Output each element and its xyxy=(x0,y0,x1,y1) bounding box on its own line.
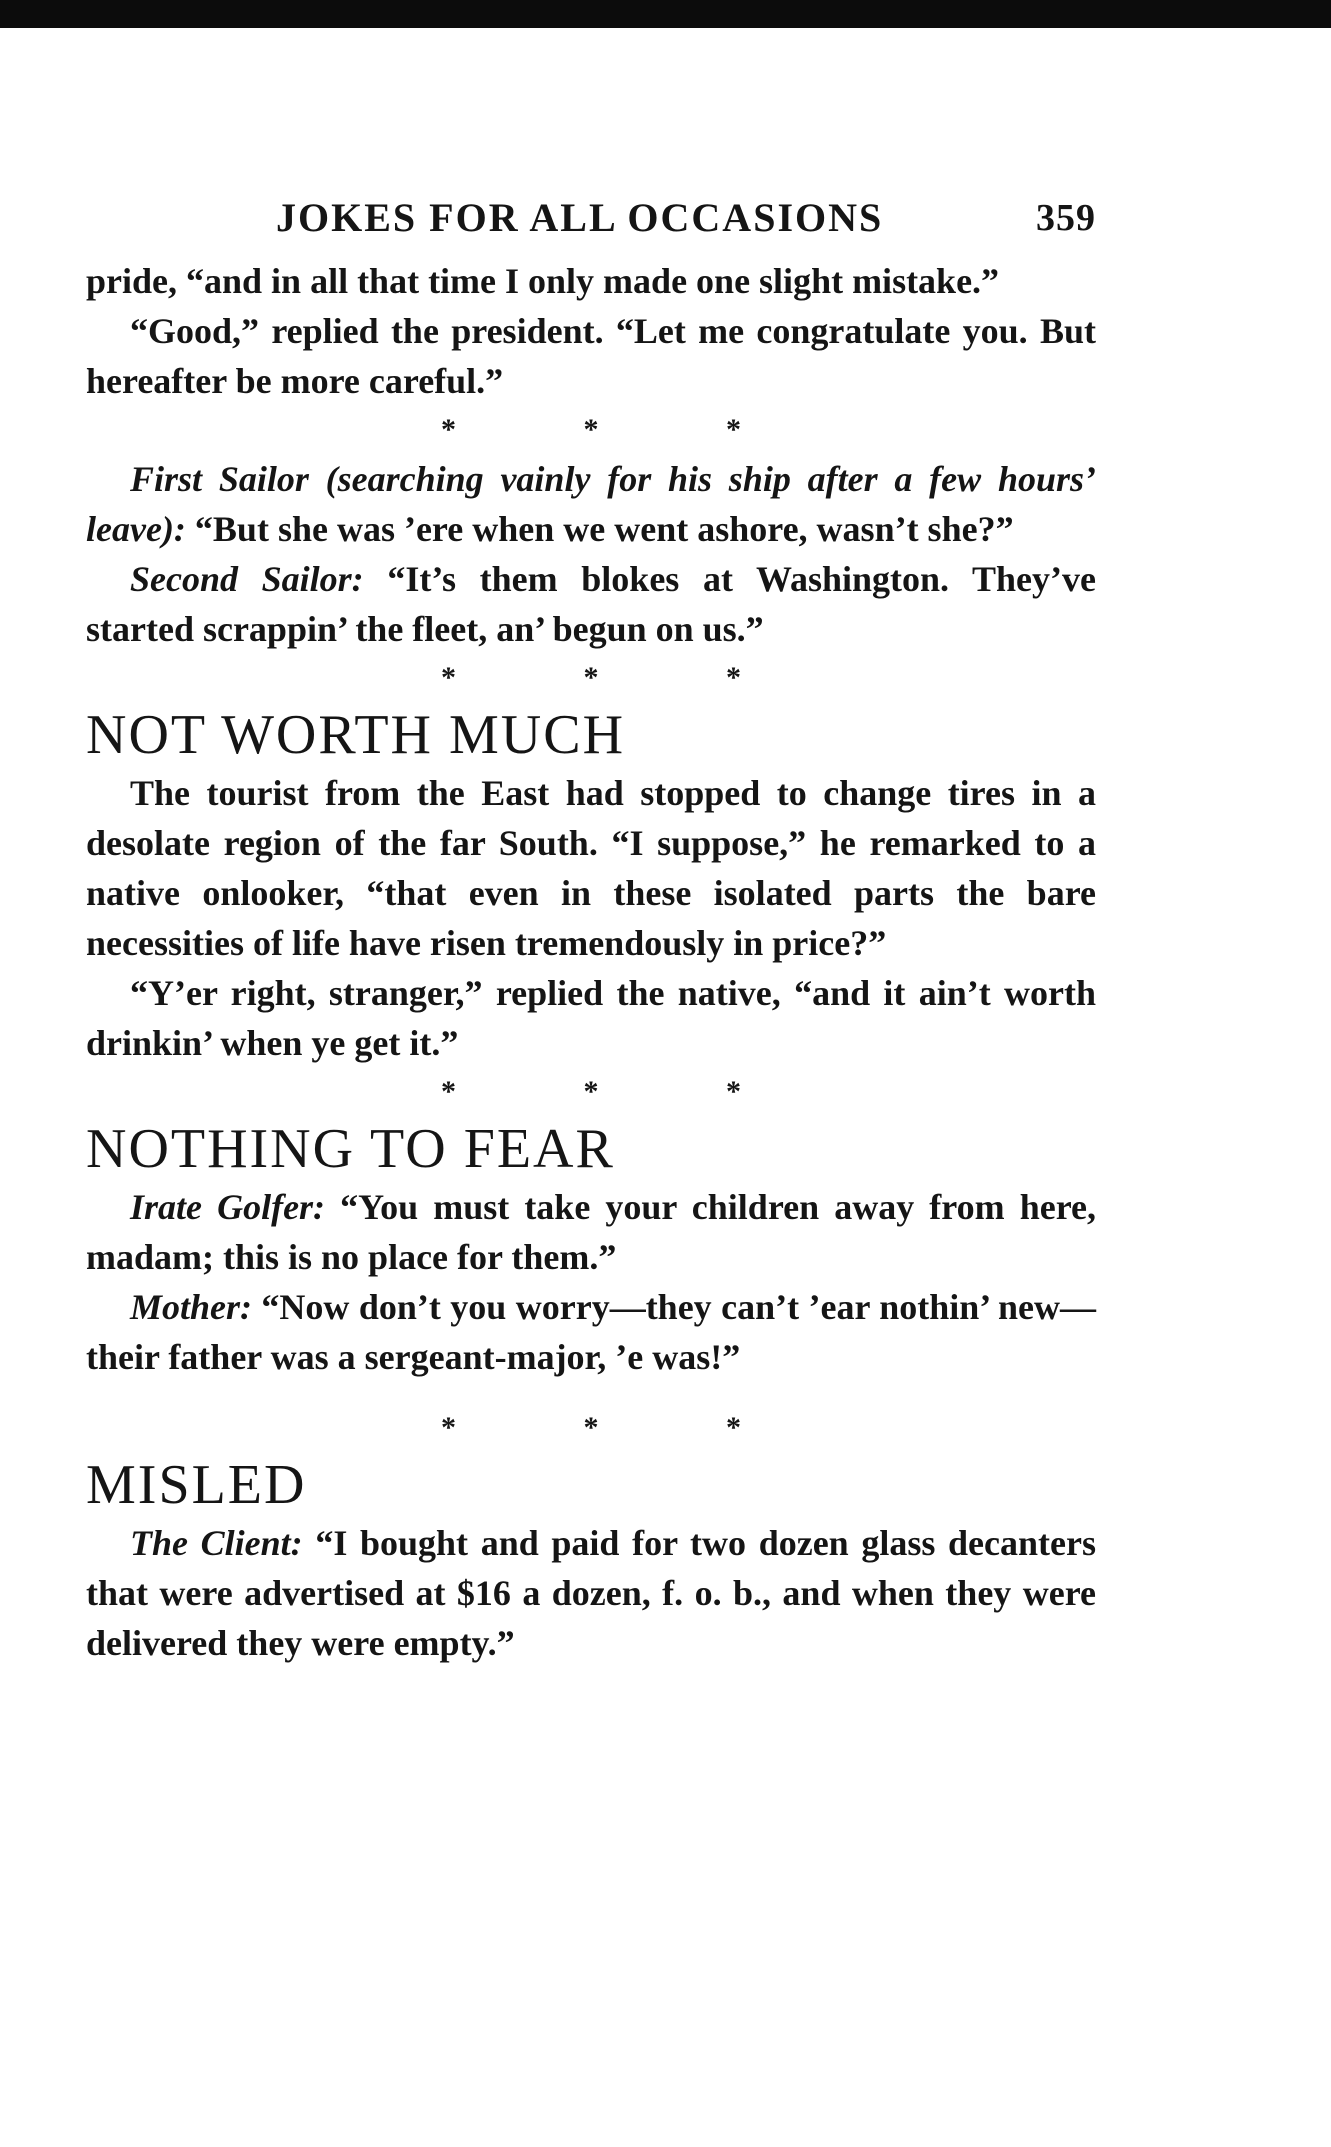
section-separator: * * * xyxy=(441,1075,801,1108)
nothing-to-fear-paragraph-2 xyxy=(86,1282,1096,1382)
page-number: 359 xyxy=(1036,197,1096,239)
client-line: “I bought and paid for two dozen glass decanters that were advertised at $16 a dozen, f. o. b., and when they were delivered they were empty.” xyxy=(86,1523,1096,1663)
not-worth-much-paragraph-1: The tourist from the East had stopped to change tires in a desolate region of the far South. “I suppose,” he remarked to a native onlooker, “that even in these isolated parts the bare necessities of life have risen tremendously in price?” xyxy=(86,773,1096,963)
nothing-to-fear-paragraph-1 xyxy=(86,1182,1096,1282)
book-page xyxy=(86,180,1096,1668)
mother-line: “Now don’t you worry—they can’t ’ear nothin’ new—their father was a sergeant-major, ’e was!” xyxy=(86,1287,1096,1377)
heading-not-worth-much: NOT WORTH MUCH xyxy=(86,704,626,766)
intro-paragraph-1: pride, “and in all that time I only made one slight mistake.” xyxy=(86,261,1000,301)
section-separator: * * * xyxy=(441,1411,801,1444)
heading-nothing-to-fear: NOTHING TO FEAR xyxy=(86,1118,615,1180)
speaker-the-client: The Client: xyxy=(130,1523,303,1563)
scan-top-border xyxy=(0,0,1331,28)
heading-misled: MISLED xyxy=(86,1454,307,1516)
speaker-first-sailor: First Sailor (searching vainly for his ship after a few hours’ leave): xyxy=(86,459,1096,549)
sailor-paragraph-2 xyxy=(86,554,1096,654)
not-worth-much-paragraph-2: “Y’er right, stranger,” replied the native, “and it ain’t worth drinkin’ when ye get it.” xyxy=(86,973,1096,1063)
speaker-mother: Mother: xyxy=(130,1287,253,1327)
speaker-irate-golfer: Irate Golfer: xyxy=(130,1187,326,1227)
sailor-line-1: “But she was ’ere when we went ashore, wasn’t she?” xyxy=(185,509,1014,549)
misled-paragraph-1 xyxy=(86,1518,1096,1668)
sailor-paragraph-1 xyxy=(86,454,1096,554)
running-title: JOKES FOR ALL OCCASIONS xyxy=(276,195,884,240)
golfer-line: “You must take your children away from here, madam; this is no place for them.” xyxy=(86,1187,1096,1277)
sailor-line-2: “It’s them blokes at Washington. They’ve started scrappin’ the fleet, an’ begun on us.” xyxy=(86,559,1096,649)
speaker-second-sailor: Second Sailor: xyxy=(130,559,364,599)
section-separator: * * * xyxy=(441,413,801,446)
running-header xyxy=(86,180,1096,250)
intro-paragraph-2: “Good,” replied the president. “Let me congratulate you. But hereafter be more careful.” xyxy=(86,311,1096,401)
section-separator: * * * xyxy=(441,661,801,694)
